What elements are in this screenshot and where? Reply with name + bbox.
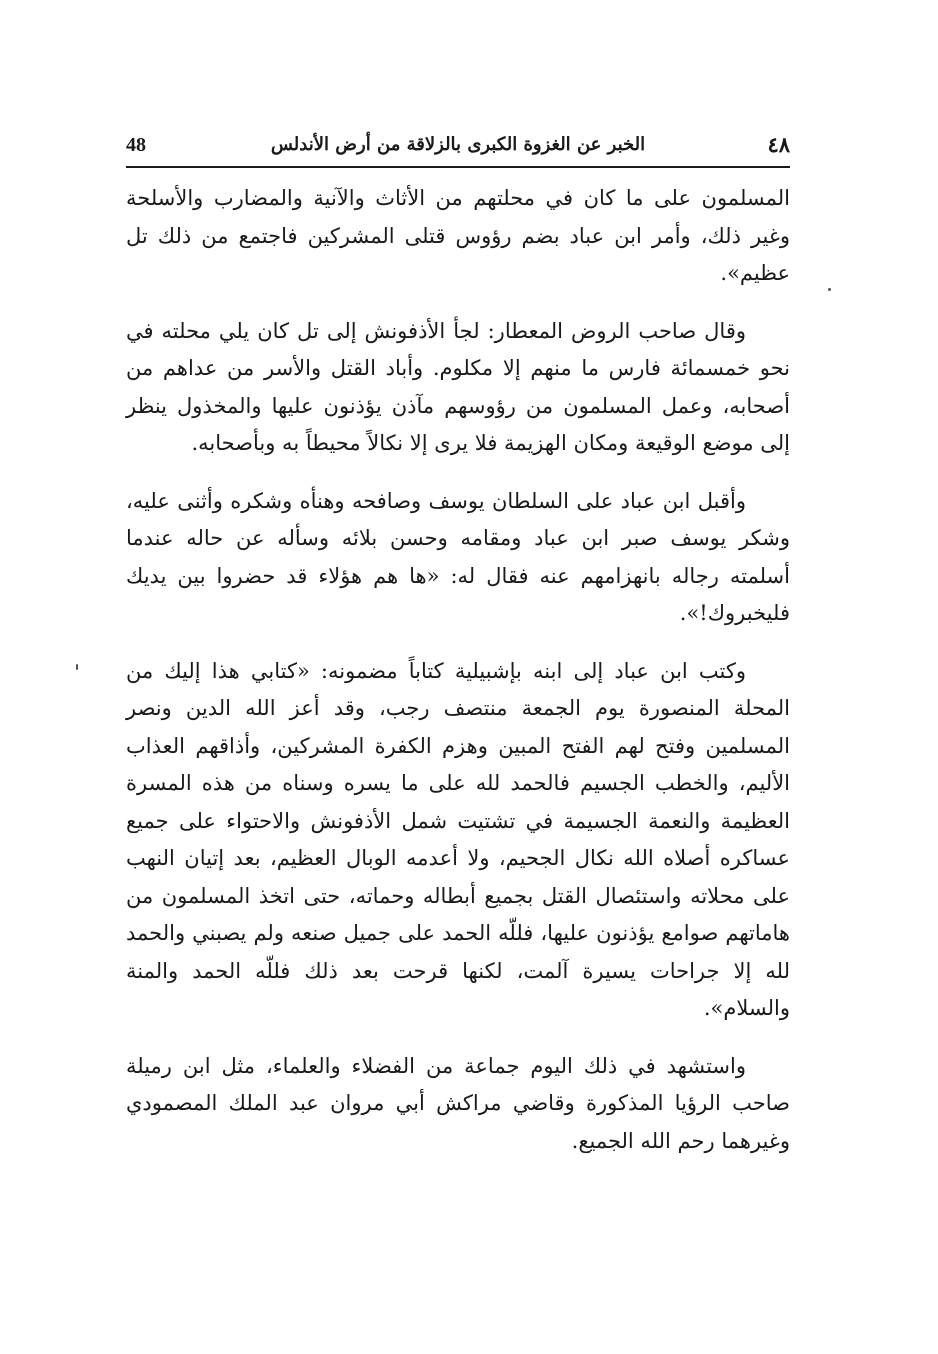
body-text <box>126 180 790 1160</box>
paragraph-2: وقال صاحب الروض المعطار: لجأ الأذفونش إلى تل كان يلي محلته في نحو خمسمائة فارس ما منهم إلا مكلوم. وأباد القتل والأسر من عداهم من أصحابه، وعمل المسلمون من رؤوسهم مآذن يؤذنون عليها والمخذول ينظر إلى موضع الوقيعة ومكان الهزيمة فلا يرى إلا نكالاً محيطاً به وبأصحابه. <box>126 318 790 455</box>
running-title: الخبر عن الغزوة الكبرى بالزلاقة من أرض الأندلس <box>270 134 646 155</box>
paragraph-3: وأقبل ابن عباد على السلطان يوسف وصافحه وهنأه وشكره وأثنى عليه، وشكر يوسف صبر ابن عباد ومقامه وحسن بلائه وسأله عن حاله عندما أسلمته رجاله بانهزامهم عنه فقال له: «ها هم هؤلاء قد حضروا بين يديك فليخبروك!». <box>126 488 790 625</box>
paragraph-4: وكتب ابن عباد إلى ابنه بإشبيلية كتاباً مضمونه: «كتابي هذا إليك من المحلة المنصورة يوم الجمعة منتصف رجب، وقد أعز الله الدين ونصر المسلمين وفتح لهم الفتح المبين وهزم الكفرة المشركين، وأذاقهم العذاب الأليم، والخطب الجسيم فالحمد لله على ما يسره وسناه من هذه المسرة العظيمة والنعمة الجسيمة في تشتيت شمل الأذفونش والاحتواء على جميع عساكره أصلاه الله نكال الجحيم، ولا أعدمه الوبال العظيم، بعد إتيان النهب على محلاته واستئصال القتل بجميع أبطاله وحماته، حتى اتخذ المسلمون من هاماتهم صوامع يؤذنون عليها، فللّه الحمد على جميل صنعه ولم يصبني والحمد لله إلا جراحات يسيرة آلمت، لكنها قرحت بعد ذلك فللّه الحمد والمنة والسلام». <box>126 658 790 1020</box>
scan-speck <box>76 664 78 670</box>
paragraph-1: المسلمون على ما كان في محلتهم من الأثاث والآنية والمضارب والأسلحة وغير ذلك، وأمر ابن عباد بضم رؤوس قتلى المشركين فاجتمع من ذلك تل عظيم». <box>126 186 790 285</box>
page-header <box>126 132 790 168</box>
page-number-latin: 48 <box>126 134 146 156</box>
scan-speck <box>828 288 831 291</box>
paragraph-5: واستشهد في ذلك اليوم جماعة من الفضلاء والعلماء، مثل ابن رميلة صاحب الرؤيا المذكورة وقاضي مراكش أبي مروان عبد الملك المصمودي وغيرهما رحم الله الجميع. <box>126 1053 790 1153</box>
page-number-arabic: ٤٨ <box>767 132 790 157</box>
